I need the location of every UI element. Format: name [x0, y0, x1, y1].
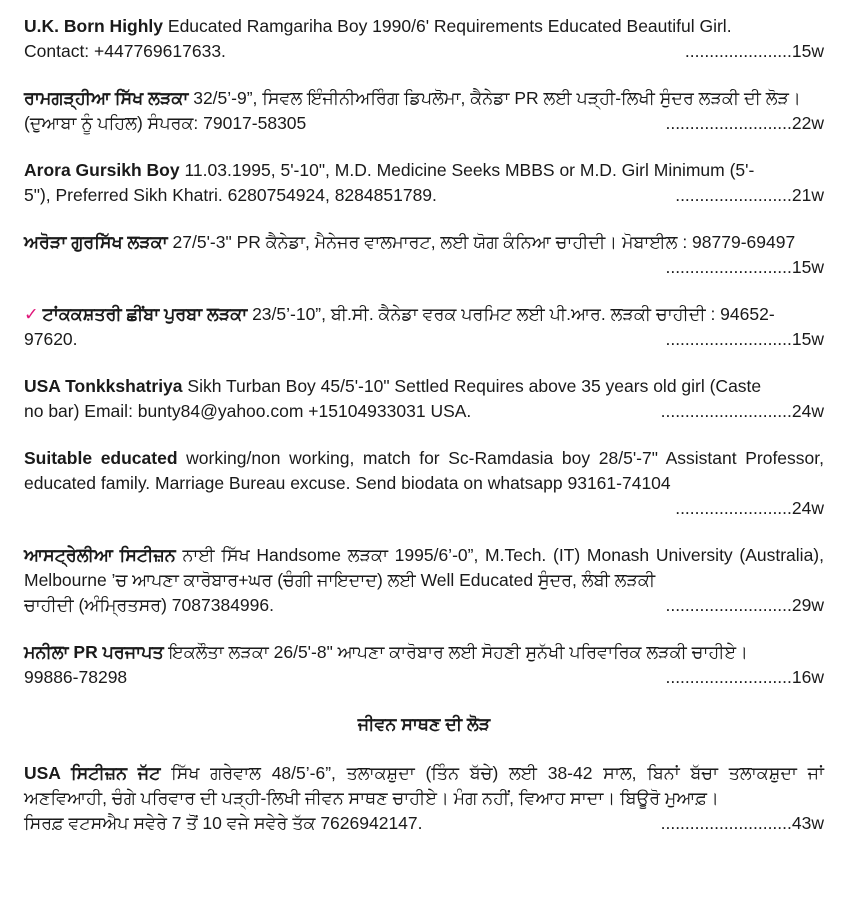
ad-body: 23/5’-10”, ਬੀ.ਸੀ. ਕੈਨੇਡਾ ਵਰਕ ਪਰਮਿਟ ਲਈ ਪੀ.ਆਰ. ਲੜਕੀ ਚਾਹੀਦੀ : 94652-: [247, 304, 775, 324]
ad-last-line: Contact: +447769617633.: [24, 41, 226, 61]
ad-price: ........................24w: [675, 498, 824, 518]
ad-lead: ਰਾਮਗੜ੍ਹੀਆ ਸਿੱਖ ਲੜਕਾ: [24, 88, 189, 108]
ad-body: Educated Ramgariha Boy 1990/6' Requirements Educated Beautiful Girl.: [163, 16, 732, 36]
ad-last-line: ਚਾਹੀਦੀ (ਅੰਮ੍ਰਿਤਸਰ) 7087384996.: [24, 595, 274, 615]
ad-last-line: ਸਿਰਫ਼ ਵਟਸਐਪ ਸਵੇਰੇ 7 ਤੋਂ 10 ਵਜੇ ਸਵੇਰੇ ਤੱਕ 7626942147.: [24, 813, 423, 833]
ad-price: ..........................15w: [665, 257, 824, 277]
ad-last-line: 97620.: [24, 329, 78, 349]
ad-lead: U.K. Born Highly: [24, 16, 164, 36]
ad-uk-born: [24, 14, 824, 64]
ad-usa-tonkkshatriya: [24, 374, 824, 424]
ad-price: ..........................16w: [665, 667, 824, 687]
ad-body: 27/5'-3" PR ਕੈਨੇਡਾ, ਮੈਨੇਜਰ ਵਾਲਮਾਰਟ, ਲਈ ਯੋਗ ਕੰਨਿਆ ਚਾਹੀਦੀ। ਮੋਬਾਈਲ : 98779-69497: [167, 232, 796, 252]
ad-body: ਸਿੱਖ ਗਰੇਵਾਲ 48/5’-6”, ਤਲਾਕਸ਼ੁਦਾ (ਤਿੰਨ ਬੱਚੇ) ਲਈ 38-42 ਸਾਲ, ਬਿਨਾਂ ਬੱਚਾ ਤਲਾਕਸ਼ੁਦਾ ਜਾਂ ਅਣਵਿਆਹੀ, ਚੰਗੇ ਪਰਿਵਾਰ ਦੀ ਪੜ੍ਹੀ-ਲਿਖੀ ਜੀਵਨ ਸਾਥਣ ਚਾਹੀਏ। ਮੰਗ ਨਹੀਂ, ਵਿਆਹ ਸਾਦਾ। ਬਿਊਰੋ ਮੁਆਫ਼।: [24, 763, 825, 808]
check-icon: ✓: [24, 304, 39, 324]
ad-body: 11.03.1995, 5'-10", M.D. Medicine Seeks MBBS or M.D. Girl Minimum (5'-: [179, 160, 755, 180]
ad-price: ...........................24w: [660, 401, 824, 421]
section-heading: ਜੀਵਨ ਸਾਥਣ ਦੀ ਲੋੜ: [357, 714, 491, 734]
ad-last-line: 5"), Preferred Sikh Khatri. 6280754924, 8284851789.: [24, 185, 437, 205]
ad-last-line: 99886-78298: [24, 667, 128, 687]
ad-body: ਇਕਲੌਤਾ ਲੜਕਾ 26/5'-8" ਆਪਣਾ ਕਾਰੋਬਾਰ ਲਈ ਸੋਹਣੀ ਸੁਨੱਖੀ ਪਰਿਵਾਰਿਕ ਲੜਕੀ ਚਾਹੀਏ।: [163, 642, 748, 662]
ad-price: ......................15w: [684, 41, 824, 61]
ad-last-line: no bar) Email: bunty84@yahoo.com +15104933031 USA.: [24, 401, 472, 421]
ad-body: 32/5’-9”, ਸਿਵਲ ਇੰਜੀਨੀਅਰਿੰਗ ਡਿਪਲੋਮਾ, ਕੈਨੇਡਾ PR ਲਈ ਪੜ੍ਹੀ-ਲਿਖੀ ਸੁੰਦਰ ਲੜਕੀ ਦੀ ਲੋੜ।: [188, 88, 801, 108]
ad-body: ਨਾਈ ਸਿੱਖ Handsome ਲੜਕਾ 1995/6’-0”, M.Tech. (IT) Monash University (Australia), Melbourne ’ਚ ਆਪਣਾ ਕਾਰੋਬਾਰ+ਘਰ (ਚੰਗੀ ਜਾਇਦਾਦ) ਲਈ Well Educated ਸੁੰਦਰ, ਲੰਬੀ ਲੜਕੀ: [24, 545, 824, 590]
ad-ramgarhia: [24, 86, 824, 136]
ad-lead: ਆਸਟ੍ਰੇਲੀਆ ਸਿਟੀਜ਼ਨ: [24, 545, 176, 565]
ad-price: ..........................29w: [665, 595, 824, 615]
ad-arora-punjabi: [24, 230, 824, 280]
ad-arora-gursikh: [24, 158, 824, 208]
ad-price: ..........................22w: [665, 113, 824, 133]
ad-price: ........................21w: [675, 185, 824, 205]
ad-lead: ਟਾਂਕਕਸ਼ਤਰੀ ਛੀਂਬਾ ਪੁਰਬਾ ਲੜਕਾ: [42, 304, 248, 324]
ad-usa-citizen-jatt: [24, 761, 824, 836]
ad-suitable-educated: [24, 446, 824, 521]
ad-price: ...........................43w: [660, 813, 824, 833]
ad-tonkkshatri: [24, 302, 824, 352]
ad-lead: Arora Gursikh Boy: [24, 160, 180, 180]
ad-body: working/non working, match for Sc-Ramdasia boy 28/5'-7" Assistant Professor, educated family. Marriage Bureau excuse. Send biodata on whatsapp 93161-74104: [24, 448, 824, 493]
ad-price: ..........................15w: [665, 329, 824, 349]
ad-last-line: (ਦੁਆਬਾ ਨੂੰ ਪਹਿਲ) ਸੰਪਰਕ: 79017-58305: [24, 113, 307, 133]
ad-australia-citizen: [24, 543, 824, 618]
ad-body: Sikh Turban Boy 45/5'-10" Settled Requires above 35 years old girl (Caste: [182, 376, 762, 396]
ad-lead: USA Tonkkshatriya: [24, 376, 183, 396]
ad-manila-pr: [24, 640, 824, 690]
ad-lead: ਅਰੋੜਾ ਗੁਰਸਿੱਖ ਲੜਕਾ: [24, 232, 168, 252]
ad-lead: USA ਸਿਟੀਜ਼ਨ ਜੱਟ: [24, 763, 161, 783]
ad-lead: ਮਨੀਲਾ PR ਪਰਜਾਪਤ: [24, 642, 164, 662]
ad-lead: Suitable educated: [24, 448, 178, 468]
